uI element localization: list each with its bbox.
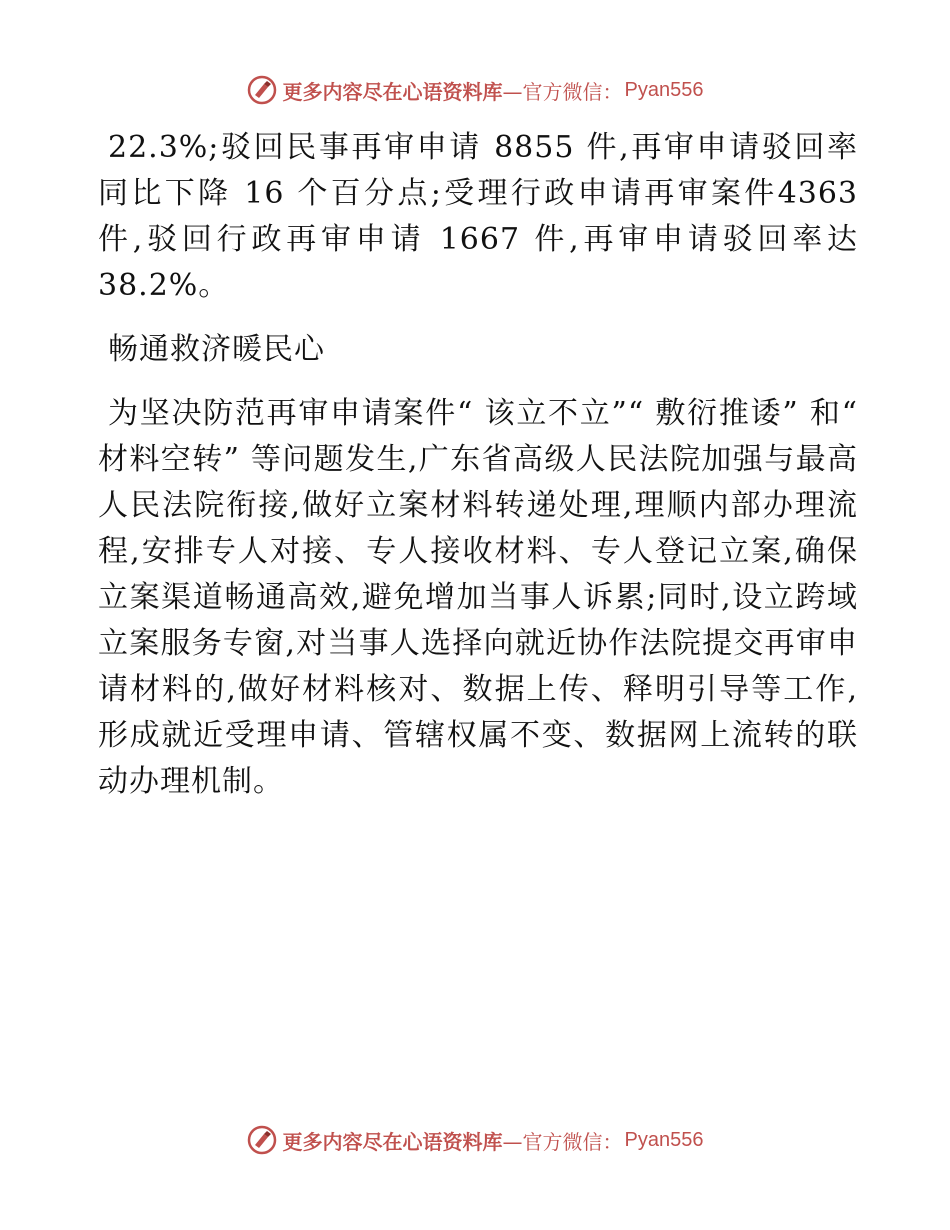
logo-icon [247, 75, 277, 105]
section-heading: 畅通救济暖民心 [108, 332, 325, 367]
watermark-separator: —官方微信： [502, 1129, 623, 1154]
watermark-account: Pyan556 [624, 78, 704, 101]
paragraph-measures: 为坚决防范再审申请案件“ 该立不立”“ 敷衍推诿” 和“ 材料空转” 等问题发生,广东省高级人民法院加强与最高人民法院衔接,做好立案材料转递处理,理顺内部办理流程,安排专人对接、专人接收材料、专人登记立案,确保立案渠道畅通高效,避免增加当事人诉累;同时,设立跨域立案服务专窗,对当事人选择向就近协作法院提交再审申请材料的,做好材料核对、数据上传、释明引导等工作,形成就近受理申请、管辖权属不变、数据网上流转的联动办理机制。 [98, 396, 858, 799]
logo-icon [247, 1125, 277, 1155]
watermark-account: Pyan556 [624, 1128, 704, 1151]
watermark-text: 更多内容尽在心语资料库 [282, 79, 503, 104]
watermark-text: 更多内容尽在心语资料库 [282, 1129, 503, 1154]
watermark-separator: —官方微信： [502, 79, 623, 104]
watermark-footer [0, 1120, 950, 1160]
paragraph-statistics: 22.3%;驳回民事再审申请 8855 件,再审申请驳回率同比下降 16 个百分点;受理行政申请再审案件4363 件,驳回行政再审申请 1667 件,再审申请驳回率达 38.2%。 [98, 130, 858, 303]
document-body [98, 125, 858, 823]
watermark-header [0, 70, 950, 110]
